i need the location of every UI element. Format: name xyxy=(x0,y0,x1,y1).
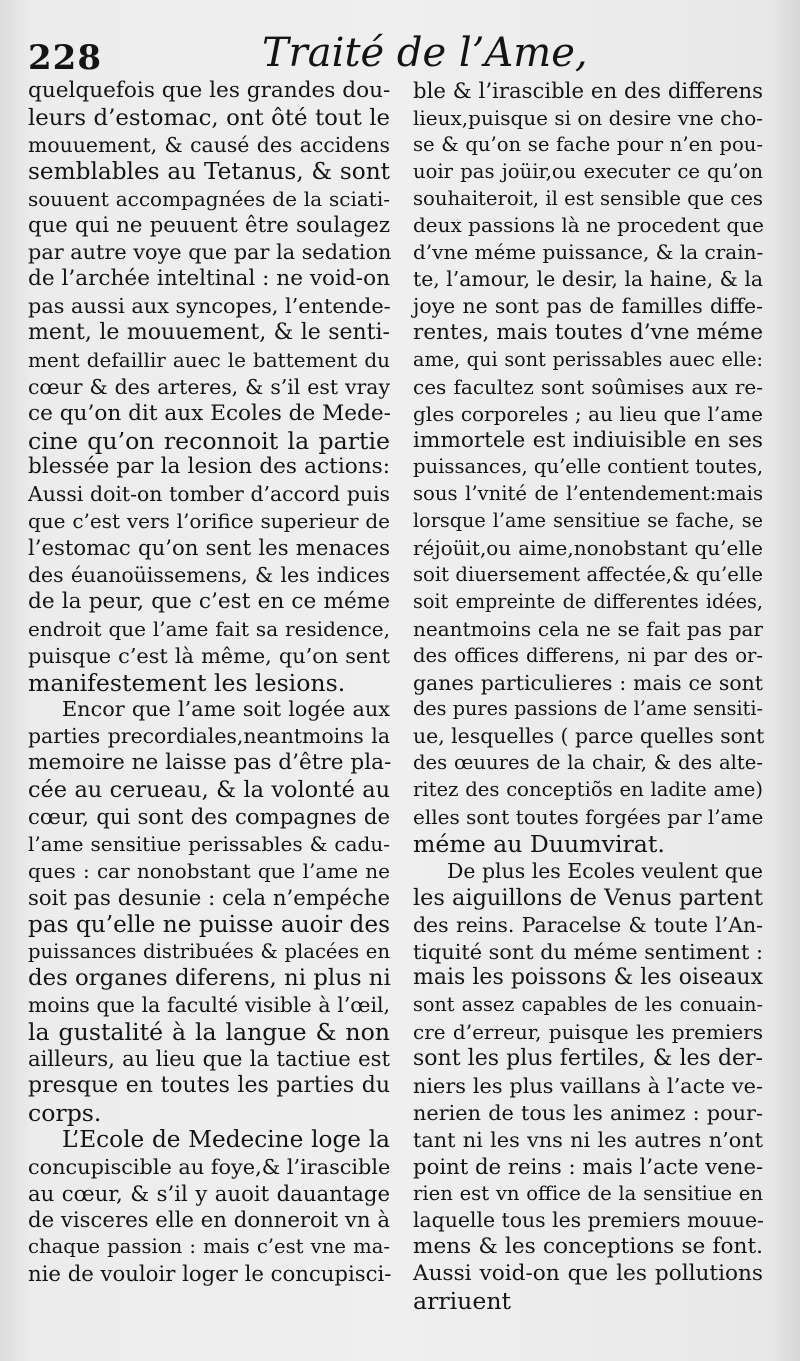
text-line: des reins. Paracelse & toute l’An- xyxy=(413,912,763,937)
text-line: moins que la faculté visible à l’œil, xyxy=(28,993,390,1018)
text-line: nie de vouloir loger le concupisci- xyxy=(28,1261,392,1287)
text-line: méme au Duumvirat. xyxy=(413,829,665,858)
text-line: lorsque l’ame sensitiue se fache, se xyxy=(413,509,763,533)
text-line: ques : car nonobstant que l’ame ne xyxy=(28,858,390,883)
text-line: blessée par la lesion des actions: xyxy=(28,454,390,480)
page-header xyxy=(0,28,800,84)
text-line: de visceres elle en donneroit vn à xyxy=(28,1207,390,1233)
left-text-column xyxy=(28,78,390,1288)
text-line: rien est vn office de la sensitiue en xyxy=(413,1181,763,1205)
text-line: L’Ecole de Medecine loge la xyxy=(62,1125,390,1153)
text-line: d’vne méme puissance, & la crain- xyxy=(413,240,764,265)
text-line: nerien de tous les animez : pour- xyxy=(413,1100,763,1125)
text-line: que c’est vers l’orifice superieur de xyxy=(28,509,390,534)
text-line: joye ne sont pas de familles diffe- xyxy=(413,294,763,319)
text-line: manifestement les lesions. xyxy=(28,668,346,697)
text-line: mens & les conceptions se font. xyxy=(413,1234,763,1260)
text-line: cine qu’on reconnoit la partie xyxy=(28,426,390,455)
text-line: gles corporeles ; au lieu que l’ame xyxy=(413,401,763,426)
text-line: memoire ne laisse pas d’être pla- xyxy=(28,750,392,776)
text-line: arriuent xyxy=(413,1287,512,1316)
text-line: cre d’erreur, puisque les premiers xyxy=(413,1020,763,1045)
text-line: neantmoins cela ne se fait pas par xyxy=(413,616,763,641)
text-line: pas qu’elle ne puisse auoir des xyxy=(28,910,390,938)
text-line: ment, le mouuement, & le senti- xyxy=(28,320,390,346)
text-line: des pures passions de l’ame sensiti- xyxy=(413,697,763,721)
text-line: ces facultez sont soûmises aux re- xyxy=(413,374,763,399)
text-line: puisque c’est là même, qu’on sent xyxy=(28,643,390,668)
text-line: chaque passion : mais c’est vne ma- xyxy=(28,1235,390,1259)
text-line: ment defaillir auec le battement du xyxy=(28,347,390,372)
text-line: réjoüit,ou aime,nonobstant qu’elle xyxy=(413,536,763,561)
text-line: quelquefois que les grandes dou- xyxy=(28,78,391,103)
text-line: parties precordiales,neantmoins la xyxy=(28,724,390,749)
text-line: puissances distribuées & placées en xyxy=(28,939,390,963)
text-line: ame, qui sont perissables auec elle: xyxy=(413,347,763,371)
text-line: corps. xyxy=(28,1098,102,1127)
text-line: rentes, mais toutes d’vne méme xyxy=(413,320,763,346)
text-line: soit pas desunie : cela n’empéche xyxy=(28,884,390,910)
text-line: point de reins : mais l’acte vene- xyxy=(413,1153,764,1179)
text-line: sous l’vnité de l’entendement:mais xyxy=(413,482,763,506)
text-line: De plus les Ecoles veulent que xyxy=(447,858,763,883)
text-line: presque en toutes les parties du xyxy=(28,1072,390,1098)
text-line: endroit que l’ame fait sa residence, xyxy=(28,616,390,641)
text-line: cée au cerueau, & la volonté au xyxy=(28,777,390,804)
text-line: que qui ne peuuent être soulagez xyxy=(28,212,390,238)
text-line: soit empreinte de differentes idées, xyxy=(413,589,763,613)
text-line: la gustalité à la langue & non xyxy=(28,1018,390,1047)
text-line: ble & l’irascible en des differens xyxy=(413,78,763,103)
text-line: pas aussi aux syncopes, l’entende- xyxy=(28,294,391,319)
text-line: Aussi doit-on tomber d’accord puis xyxy=(28,482,390,507)
text-line: de la peur, que c’est en ce méme xyxy=(28,588,390,614)
text-line: l’ame sensitiue perissables & cadu- xyxy=(28,831,390,856)
text-line: des offices differens, ni par des or- xyxy=(413,643,763,667)
text-line: par autre voye que par la sedation xyxy=(28,240,392,265)
text-line: les aiguillons de Venus partent xyxy=(413,884,763,911)
text-line: ritez des conceptiõs en ladite ame) xyxy=(413,778,763,802)
page-number: 228 xyxy=(28,38,102,78)
text-line: tant ni les vns ni les autres n’ont xyxy=(413,1127,763,1152)
text-line: souuent accompagnées de la sciati- xyxy=(28,186,390,211)
text-line: immortele est indiuisible en ses xyxy=(413,427,763,453)
text-line: Aussi void-on que les pollutions xyxy=(413,1261,763,1287)
text-line: ce qu’on dit aux Ecoles de Mede- xyxy=(28,400,391,426)
text-line: des éuanoüissemens, & les indices xyxy=(28,563,390,588)
text-line: te, l’amour, le desir, la haine, & la xyxy=(413,267,763,292)
text-line: tiquité sont du méme sentiment : xyxy=(413,939,763,964)
text-line: sont assez capables de les conuain- xyxy=(413,993,763,1017)
text-line: cœur & des arteres, & s’il est vray xyxy=(28,374,390,399)
text-line: mouuement, & causé des accidens xyxy=(28,132,390,157)
text-line: mais les poissons & les oiseaux xyxy=(413,965,763,991)
text-line: semblables au Tetanus, & sont xyxy=(28,157,390,185)
text-line: uoir pas joüir,ou executer ce qu’on xyxy=(413,159,763,183)
running-title: Traité de l’Ame, xyxy=(262,30,588,76)
text-line: souhaiteroit, il est sensible que ces xyxy=(413,186,763,210)
text-line: puissances, qu’elle contient toutes, xyxy=(413,455,764,479)
text-line: de l’archée inteltinal : ne void-on xyxy=(28,266,390,292)
text-line: lieux,puisque si on desire vne cho- xyxy=(413,105,763,130)
text-line: elles sont toutes forgées par l’ame xyxy=(413,805,764,830)
text-line: ganes particulieres : mais ce sont xyxy=(413,670,763,695)
text-line: au cœur, & s’il y auoit dauantage xyxy=(28,1180,390,1206)
right-text-column xyxy=(413,78,763,1315)
text-line: Encor que l’ame soit logée aux xyxy=(62,697,390,722)
text-line: l’estomac qu’on sent les menaces xyxy=(28,535,390,561)
text-line: niers les plus vaillans à l’acte ve- xyxy=(413,1073,763,1098)
text-line: laquelle tous les premiers mouue- xyxy=(413,1208,764,1233)
text-line: ailleurs, au lieu que la tactiue est xyxy=(28,1046,390,1072)
text-line: ue, lesquelles ( parce quelles sont xyxy=(413,724,765,749)
text-line: leurs d’estomac, ont ôté tout le xyxy=(28,104,390,131)
text-line: des organes diferens, ni plus ni xyxy=(28,965,391,992)
text-line: des œuures de la chair, & des alte- xyxy=(413,751,763,775)
text-line: sont les plus fertiles, & les der- xyxy=(413,1046,763,1072)
text-line: se & qu’on se fache pour n’en pou- xyxy=(413,132,763,156)
text-line: concupiscible au foye,& l’irascible xyxy=(28,1154,391,1179)
text-line: deux passions là ne procedent que xyxy=(413,213,764,238)
text-line: soit diuersement affectée,& qu’elle xyxy=(413,563,763,587)
text-line: cœur, qui sont des compagnes de xyxy=(28,804,390,830)
